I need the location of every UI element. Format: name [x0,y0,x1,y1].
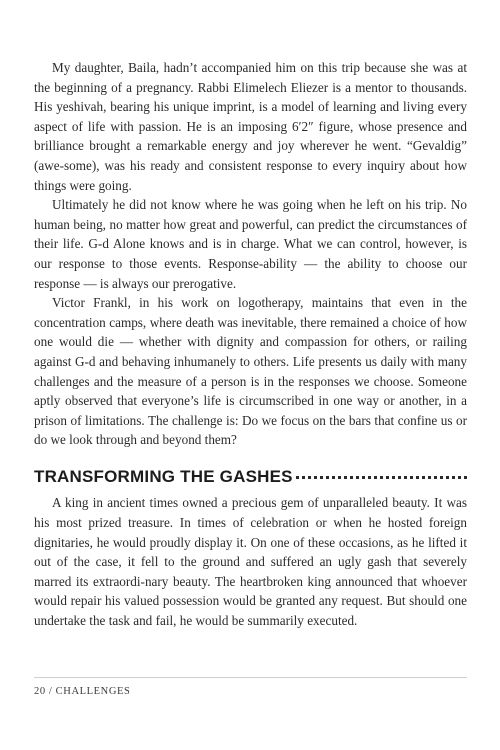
section-heading-row [34,467,467,487]
paragraph-king-gem: A king in ancient times owned a precious gem of unparalleled beauty. It was his most prized treasure. In times of celebration or when he hosted foreign dignitaries, he would proudly display it. On one of these occasions, as he lifted it out of the case, it fell to the ground and suffered an ugly gash that severely marred its extraordi-nary beauty. The heartbroken king announced that whoever would repair his valued possession would be granted any request. But should one undertake the task and fail, he would be summarily executed. [34,495,467,629]
paragraph-frankl: Victor Frankl, in his work on logotherapy, maintains that even in the concentration camps, where death was inevitable, there remained a choice of how one would die — whether with dignity and compassion for others, or railing against G-d and behaving inhumanely to others. Life presents us daily with many challenges and the measure of a person is in the responses we choose. Someone aptly observed that everyone’s life is circumscribed in one way or another, in a prison of limitations. The challenge is: Do we focus on the bars that confine us or do we look through and beyond them? [34,295,467,448]
body-text [34,58,467,631]
footer-rule [34,677,467,678]
section-heading: TRANSFORMING THE GASHES [34,466,293,486]
page-footer: 20 / CHALLENGES [34,686,131,697]
paragraph-baila: My daughter, Baila, hadn’t accompanied him on this trip because she was at the beginning of a pregnancy. Rabbi Elimelech Eliezer is a mentor to thousands. His yeshivah, bearing his unique imprint, is a model of learning and living every aspect of life with passion. He is an imposing 6′2″ figure, whose presence and brilliance brought a remarkable energy and joy wherever he went. “Gevaldig” (awe-some), was his ready and consistent response to every inquiry about how things were going. [34,60,467,193]
dotted-leader [296,476,467,479]
paragraph-response-ability: Ultimately he did not know where he was going when he left on his trip. No human being, no matter how great and powerful, can predict the circumstances of their life. G-d Alone knows and is in charge. What we can control, however, is our response to those events. Response-ability — the ability to choose our response — is always our prerogative. [34,197,467,291]
